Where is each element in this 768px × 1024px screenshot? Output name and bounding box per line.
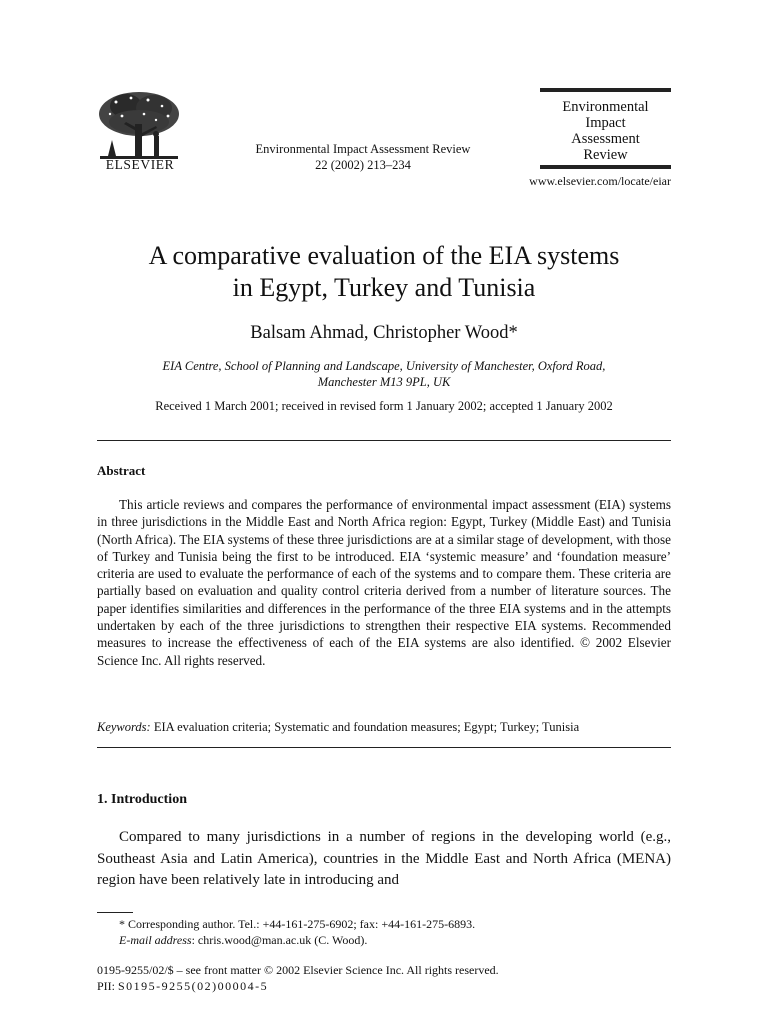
title-line: in Egypt, Turkey and Tunisia: [232, 273, 536, 302]
copyright-line: 0195-9255/02/$ – see front matter © 2002 Elsevier Science Inc. All rights reserved.: [97, 963, 499, 977]
keywords-list: EIA evaluation criteria; Systematic and foundation measures; Egypt; Turkey; Tunisia: [153, 720, 580, 734]
journal-volume-pages: 22 (2002) 213–234: [315, 158, 411, 172]
journal-title-box: [540, 88, 671, 169]
author-affiliation: [110, 358, 658, 390]
journal-citation: [230, 141, 496, 173]
email-label: E-mail address: [119, 933, 192, 947]
copyright-block: [97, 962, 671, 994]
email-address[interactable]: : chris.wood@man.ac.uk (C. Wood).: [191, 933, 368, 947]
affiliation-line: Manchester M13 9PL, UK: [317, 375, 451, 389]
introduction-text: Compared to many jurisdictions in a number of regions in the developing world (e.g., Southeast Asia and Latin America), countries in the Middle East and North Africa (MENA) region have been relatively late in introducing and: [97, 829, 671, 888]
keywords-label: Keywords:: [97, 720, 151, 734]
abstract-heading: Abstract: [97, 463, 146, 478]
keywords: [97, 720, 671, 735]
journal-name: Environmental Impact Assessment Review: [255, 142, 471, 156]
abstract-text: This article reviews and compares the performance of environmental impact assessment (EIA) systems in three jurisdictions in the Middle East and North Africa region: Egypt, Turkey (Middle East) and Tunisia (North Africa). The EIA systems of these three jurisdictions are at a similar stage of development, with those of Turkey and Tunisia being the first to be introduced. EIA ‘systemic measure’ and ‘foundation measure’ criteria are used to evaluate the performance of each of the systems and to compare them. These criteria are partially based on evaluation and quality control criteria derived from a number of literature sources. The paper identifies similarities and differences in the performance of the three EIA systems and in the attempts undertaken by each of the three jurisdictions to strengthen their respective EIA systems. Recommended measures to increase the effectiveness of each of the EIA systems are also identified. © 2002 Elsevier Science Inc. All rights reserved.: [97, 497, 671, 668]
footnote: [97, 916, 671, 948]
journal-url-link[interactable]: www.elsevier.com/locate/eiar: [529, 174, 671, 188]
journal-box-line: Impact: [585, 115, 626, 131]
pii-label: PII:: [97, 979, 115, 993]
title-line: A comparative evaluation of the EIA systems: [148, 241, 620, 270]
article-title: [60, 240, 708, 304]
footnote-rule: [97, 912, 133, 913]
section-heading: 1. Introduction: [97, 792, 187, 807]
article-authors: Balsam Ahmad, Christopher Wood*: [250, 323, 518, 343]
divider-top: [97, 440, 671, 441]
email-note: [97, 932, 671, 948]
journal-box-line: Environmental: [562, 99, 649, 115]
pii-line: [97, 978, 671, 994]
pii-code: S0195-9255(02)00004-5: [118, 979, 269, 993]
corresponding-author-note: * Corresponding author. Tel.: +44-161-275-6902; fax: +44-161-275-6893.: [119, 917, 476, 931]
received-dates: Received 1 March 2001; received in revised form 1 January 2002; accepted 1 January 2002: [155, 399, 613, 413]
publisher-name: ELSEVIER: [105, 157, 175, 172]
journal-box-line: Review: [583, 147, 628, 163]
journal-box-line: Assessment: [571, 131, 640, 147]
divider-bottom: [97, 747, 671, 748]
affiliation-line: EIA Centre, School of Planning and Landscape, University of Manchester, Oxford Road,: [162, 359, 606, 373]
